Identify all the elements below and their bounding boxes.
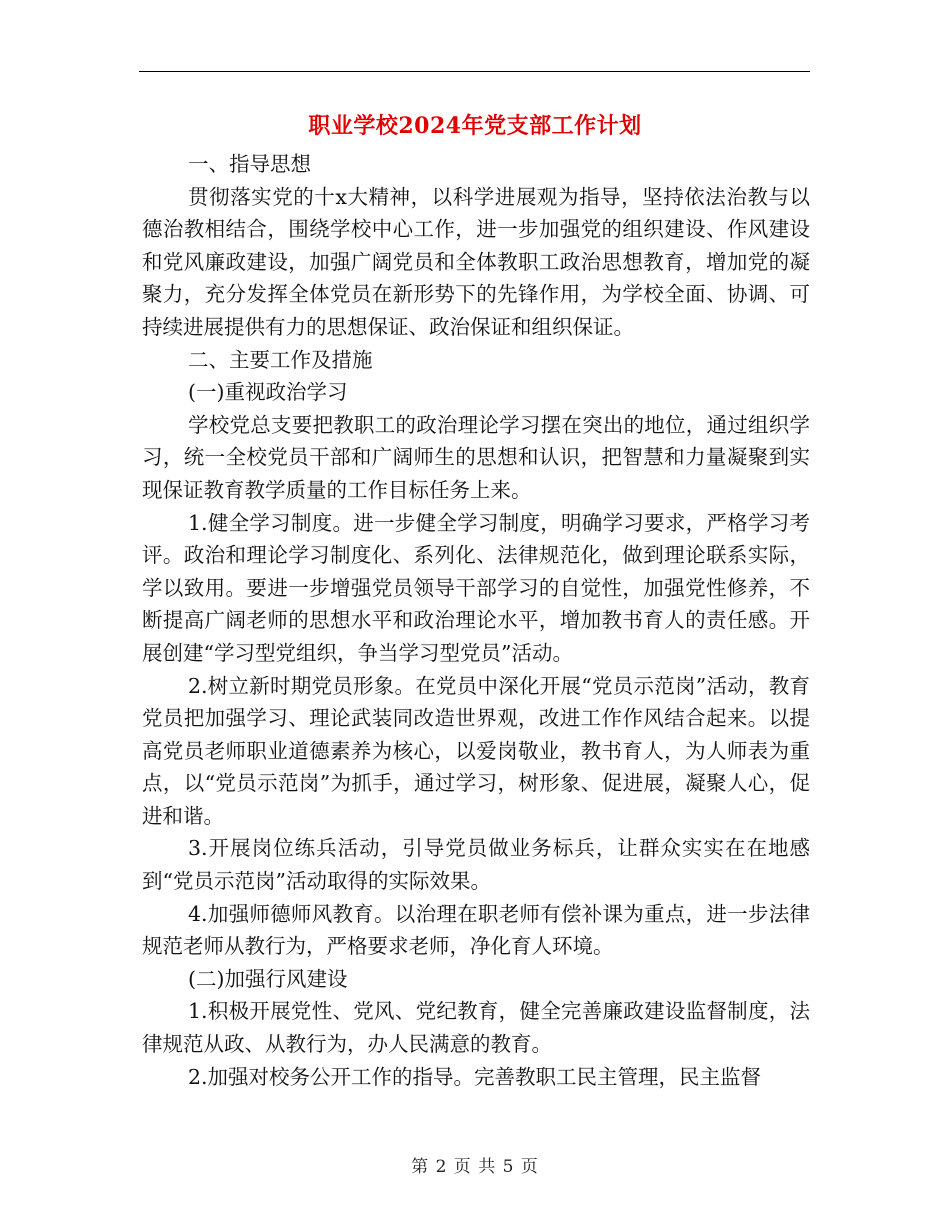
paragraph-guiding-ideology: 贯彻落实党的十x大精神，以科学进展观为指导，坚持依法治教与以德治教相结合，围绕学校中心工作，进一步加强党的组织建设、作风建设和党风廉政建设，加强广阔党员和全体教职工政治思想教育，增加党的凝聚力，充分发挥全体党员在新形势下的先锋作用，为学校全面、协调、可持续进展提供有力的思想保证、政治保证和组织保证。 (142, 184, 810, 339)
item-party-image: 2.树立新时期党员形象。在党员中深化开展“党员示范岗”活动，教育党员把加强学习、理论武装同改造世界观，改进工作作风结合起来。以提高党员老师职业道德素养为核心，以爱岗敬业，教书育人，为人师表为重点，以“党员示范岗”为抓手，通过学习，树形象、促进展，凝聚人心，促进和谐。 (142, 673, 810, 828)
document-title: 职业学校2024年党支部工作计划 (308, 113, 642, 139)
item-job-training: 3.开展岗位练兵活动，引导党员做业务标兵，让群众实实在在地感到“党员示范岗”活动取得的实际效果。 (142, 836, 810, 894)
item-party-education: 1.积极开展党性、党风、党纪教育，健全完善廉政建设监督制度，法律规范从政、从教行为，办人民满意的教育。 (142, 999, 810, 1057)
item-study-system: 1.健全学习制度。进一步健全学习制度，明确学习要求，严格学习考评。政治和理论学习制度化、系列化、法律规范化，做到理论联系实际，学以致用。要进一步增强党员领导干部学习的自觉性，加强党性修养，不断提高广阔老师的思想水平和政治理论水平，增加教书育人的责任感。开展创建“学习型党组织，争当学习型党员”活动。 (142, 510, 810, 665)
header-rule (139, 71, 810, 72)
paragraph-political-study: 学校党总支要把教职工的政治理论学习摆在突出的地位，通过组织学习，统一全校党员干部和广阔师生的思想和认识，把智慧和力量凝聚到实现保证教育教学质量的工作目标任务上来。 (142, 412, 810, 502)
subheading-conduct-building: (二)加强行风建设 (188, 966, 348, 991)
heading-main-work: 二、主要工作及措施 (188, 347, 373, 372)
heading-guiding-ideology: 一、指导思想 (188, 152, 311, 176)
page-number: 第 2 页 共 5 页 (411, 1157, 539, 1177)
item-teacher-ethics: 4.加强师德师风教育。以治理在职老师有偿补课为重点，进一步法律规范老师从教行为，严格要求老师，净化育人环境。 (142, 901, 810, 959)
subheading-political-study: (一)重视政治学习 (188, 380, 348, 405)
document-body (142, 148, 810, 1093)
item-school-affairs: 2.加强对校务公开工作的指导。完善教职工民主管理，民主监督 (188, 1064, 762, 1089)
